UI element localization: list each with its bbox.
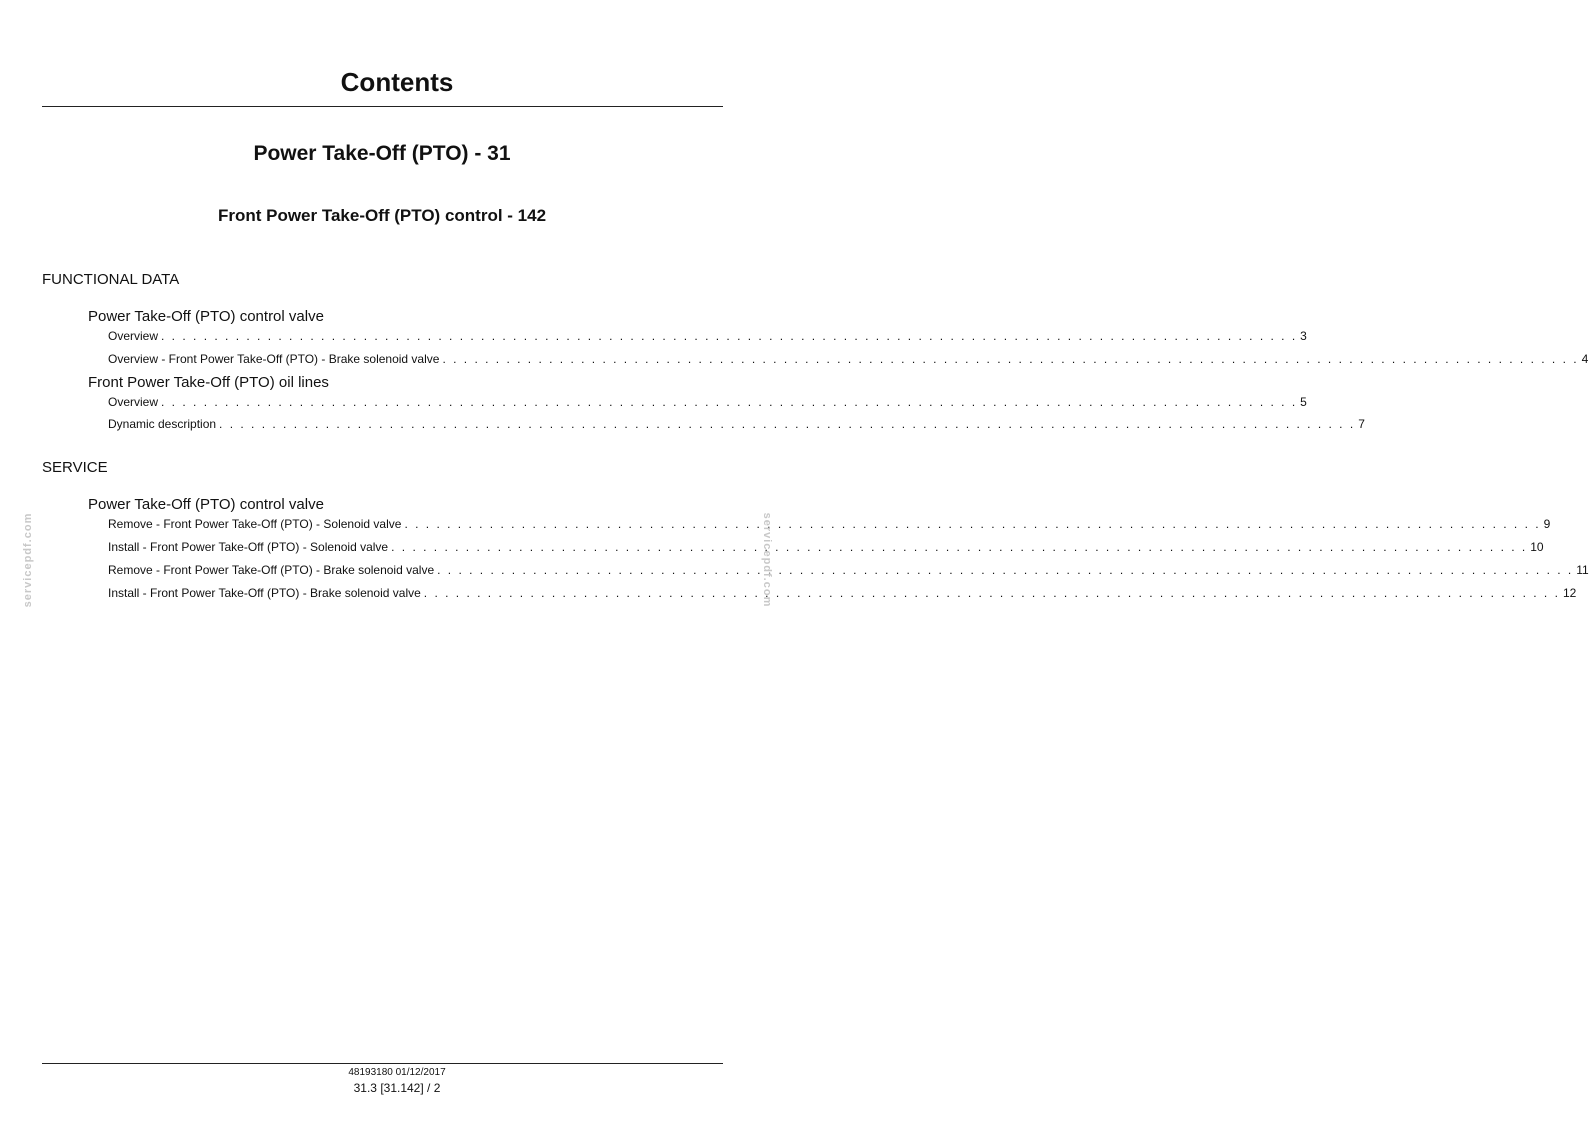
toc-entry-label: Dynamic description (108, 417, 217, 431)
dot-leader: . . . . . . . . . . . . . . . . . . . . . . . . . . . . . . . . . . . . . . . . . . . . . . . . . . . . . . . . . . . . . . . . . . . . . . . . . . . . . . . . . . . . . . . . . . . . . . . . . . . . . . . . . . . (404, 517, 1541, 531)
toc-entry-label: Overview (108, 395, 159, 409)
subsection-title: Power Take-Off (PTO) control valve (88, 308, 324, 325)
toc-entry[interactable] (108, 584, 1577, 602)
toc-entry[interactable] (108, 561, 1589, 579)
toc-entry[interactable] (108, 538, 1544, 556)
chapter-title: Power Take-Off (PTO) - 31 (253, 142, 511, 165)
group-title-functional-data: FUNCTIONAL DATA (42, 271, 180, 288)
footer-doc-ref: 48193180 01/12/2017 (348, 1067, 446, 1078)
toc-entry-page: 5 (1300, 395, 1307, 409)
subsection-title: Front Power Take-Off (PTO) oil lines (88, 374, 329, 391)
toc-entry-page: 3 (1300, 329, 1307, 343)
watermark-text: servicepdf.com (22, 512, 34, 608)
footer-page-ref: 31.3 [31.142] / 2 (353, 1081, 441, 1095)
toc-entry-page: 4 (1581, 352, 1589, 366)
toc-entry[interactable] (108, 393, 1307, 411)
dot-leader: . . . . . . . . . . . . . . . . . . . . . . . . . . . . . . . . . . . . . . . . . . . . . . . . . . . . . . . . . . . . . . . . . . . . . . . . . . . . . . . . . . . . . . . . . . . . . . . . . . . . . . . . . . . (219, 417, 1356, 431)
dot-leader: . . . . . . . . . . . . . . . . . . . . . . . . . . . . . . . . . . . . . . . . . . . . . . . . . . . . . . . . . . . . . . . . . . . . . . . . . . . . . . . . . . . . . . . . . . . . . . . . . . . . . . . . . . . (442, 352, 1579, 366)
toc-entry-label: Install - Front Power Take-Off (PTO) - Brake solenoid valve (108, 586, 421, 600)
toc-entry-page: 12 (1562, 586, 1577, 600)
toc-entry[interactable] (108, 415, 1365, 433)
toc-entry-page: 7 (1358, 417, 1365, 431)
dot-leader: . . . . . . . . . . . . . . . . . . . . . . . . . . . . . . . . . . . . . . . . . . . . . . . . . . . . . . . . . . . . . . . . . . . . . . . . . . . . . . . . . . . . . . . . . . . . . . . . . . . . . . . . . . . (391, 540, 1528, 554)
toc-entry-label: Remove - Front Power Take-Off (PTO) - Solenoid valve (108, 517, 402, 531)
toc-entry[interactable] (108, 350, 1589, 368)
footer-rule (42, 1063, 723, 1064)
subsection-title: Power Take-Off (PTO) control valve (88, 496, 324, 513)
toc-entry[interactable] (108, 327, 1307, 345)
group-title-service: SERVICE (42, 459, 108, 476)
toc-entry-page: 9 (1543, 517, 1551, 531)
page-title: Contents (340, 67, 454, 97)
header-rule (42, 106, 723, 107)
toc-entry-label: Install - Front Power Take-Off (PTO) - Solenoid valve (108, 540, 389, 554)
toc-entry-label: Overview - Front Power Take-Off (PTO) - Brake solenoid valve (108, 352, 440, 366)
toc-entry-page: 10 (1530, 540, 1544, 554)
toc-entry-label: Remove - Front Power Take-Off (PTO) - Brake solenoid valve (108, 563, 435, 577)
dot-leader: . . . . . . . . . . . . . . . . . . . . . . . . . . . . . . . . . . . . . . . . . . . . . . . . . . . . . . . . . . . . . . . . . . . . . . . . . . . . . . . . . . . . . . . . . . . . . . . . . . . . . . . . . . . (161, 329, 1298, 343)
dot-leader: . . . . . . . . . . . . . . . . . . . . . . . . . . . . . . . . . . . . . . . . . . . . . . . . . . . . . . . . . . . . . . . . . . . . . . . . . . . . . . . . . . . . . . . . . . . . . . . . . . . . . . . . . . . (423, 586, 1560, 600)
watermark-text: servicepdf.com (761, 512, 773, 608)
dot-leader: . . . . . . . . . . . . . . . . . . . . . . . . . . . . . . . . . . . . . . . . . . . . . . . . . . . . . . . . . . . . . . . . . . . . . . . . . . . . . . . . . . . . . . . . . . . . . . . . . . . . . . . . . . . (437, 563, 1574, 577)
section-title: Front Power Take-Off (PTO) control - 142 (217, 206, 547, 225)
dot-leader: . . . . . . . . . . . . . . . . . . . . . . . . . . . . . . . . . . . . . . . . . . . . . . . . . . . . . . . . . . . . . . . . . . . . . . . . . . . . . . . . . . . . . . . . . . . . . . . . . . . . . . . . . . . (161, 395, 1298, 409)
toc-entry-label: Overview (108, 329, 159, 343)
toc-entry-page: 11 (1576, 563, 1589, 577)
toc-entry[interactable] (108, 515, 1551, 533)
